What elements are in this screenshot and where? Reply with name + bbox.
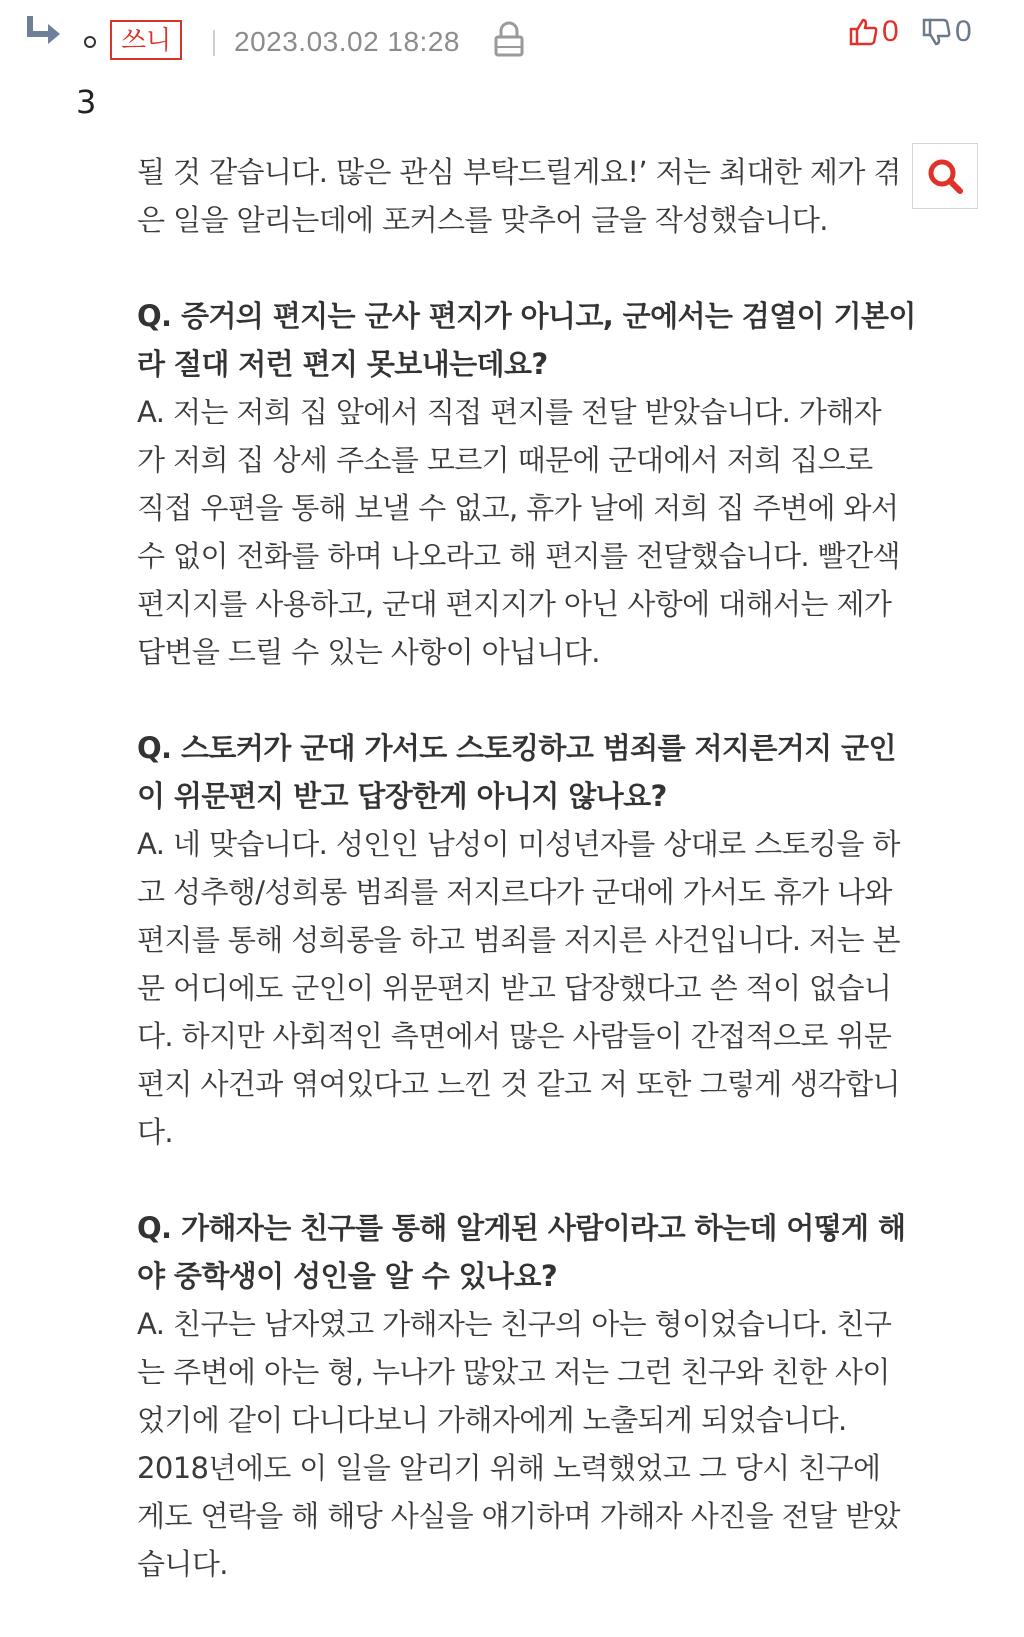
qa-item <box>137 724 927 1156</box>
author-badge[interactable]: 쓰니 <box>110 20 182 60</box>
author-level: 3 <box>76 83 97 121</box>
intro-paragraph: 될 것 같습니다. 많은 관심 부탁드릴게요!’ 저는 최대한 제가 겪 은 일을 알리는데에 포커스를 맞추어 글을 작성했습니다. <box>137 155 901 237</box>
answer: A. 저는 저희 집 앞에서 직접 편지를 전달 받았습니다. 가해자 가 저희 집 상세 주소를 모르기 때문에 군대에서 저희 집으로 직접 우편을 통해 보낼 수 없고, 휴가 날에 저희 집 주변에 와서 수 없이 전화를 하며 나오라고 해 편지를 전달했습니다. 빨간색 편지지를 사용하고, 군대 편지지가 아닌 사항에 대해서는 제가 답변을 드릴 수 있는 사항이 아닙니다. <box>137 395 900 669</box>
qa-item <box>137 292 927 676</box>
thumbs-down-icon <box>922 17 952 47</box>
question: Q. 가해자는 친구를 통해 알게된 사람이라고 하는데 어떻게 해 야 중학생이 성인을 알 수 있나요? <box>137 1211 906 1293</box>
search-button[interactable] <box>912 143 978 209</box>
like-count: 0 <box>882 15 899 48</box>
reply-arrow-icon <box>24 14 64 48</box>
search-icon <box>925 156 965 196</box>
question: Q. 스토커가 군대 가서도 스토킹하고 범죄를 저지른거지 군인 이 위문편지 받고 답장한게 아니지 않나요? <box>137 731 896 813</box>
thumbs-up-icon <box>849 17 879 47</box>
like-button[interactable] <box>849 12 899 52</box>
lock-icon <box>493 21 525 57</box>
comment-header <box>0 0 1024 130</box>
level-circle-icon <box>84 36 96 48</box>
post-body <box>137 148 927 1588</box>
question: Q. 증거의 편지는 군사 편지가 아니고, 군에서는 검열이 기본이 라 절대 저런 편지 못보내는데요? <box>137 299 916 381</box>
qa-item <box>137 1204 927 1588</box>
dislike-button[interactable] <box>922 12 972 52</box>
answer: A. 친구는 남자였고 가해자는 친구의 아는 형이었습니다. 친구 는 주변에 아는 형, 누나가 많았고 저는 그런 친구와 친한 사이 었기에 같이 다니다보니 가해자에게 노출되게 되었습니다. 2018년에도 이 일을 알리기 위해 노력했었고 그 당시 친구에 게도 연락을 해 해당 사실을 얘기하며 가해자 사진을 전달 받았 습니다. <box>137 1307 900 1581</box>
meta-divider <box>213 30 215 56</box>
dislike-count: 0 <box>955 15 972 48</box>
answer: A. 네 맞습니다. 성인인 남성이 미성년자를 상대로 스토킹을 하 고 성추행/성희롱 범죄를 저지르다가 군대에 가서도 휴가 나와 편지를 통해 성희롱을 하고 범죄를 저지른 사건입니다. 저는 본 문 어디에도 군인이 위문편지 받고 답장했다고 쓴 적이 없습니 다. 하지만 사회적인 측면에서 많은 사람들이 간접적으로 위문 편지 사건과 엮여있다고 느낀 것 같고 저 또한 그렇게 생각합니 다. <box>137 827 900 1149</box>
comment-timestamp: 2023.03.02 18:28 <box>234 26 460 57</box>
